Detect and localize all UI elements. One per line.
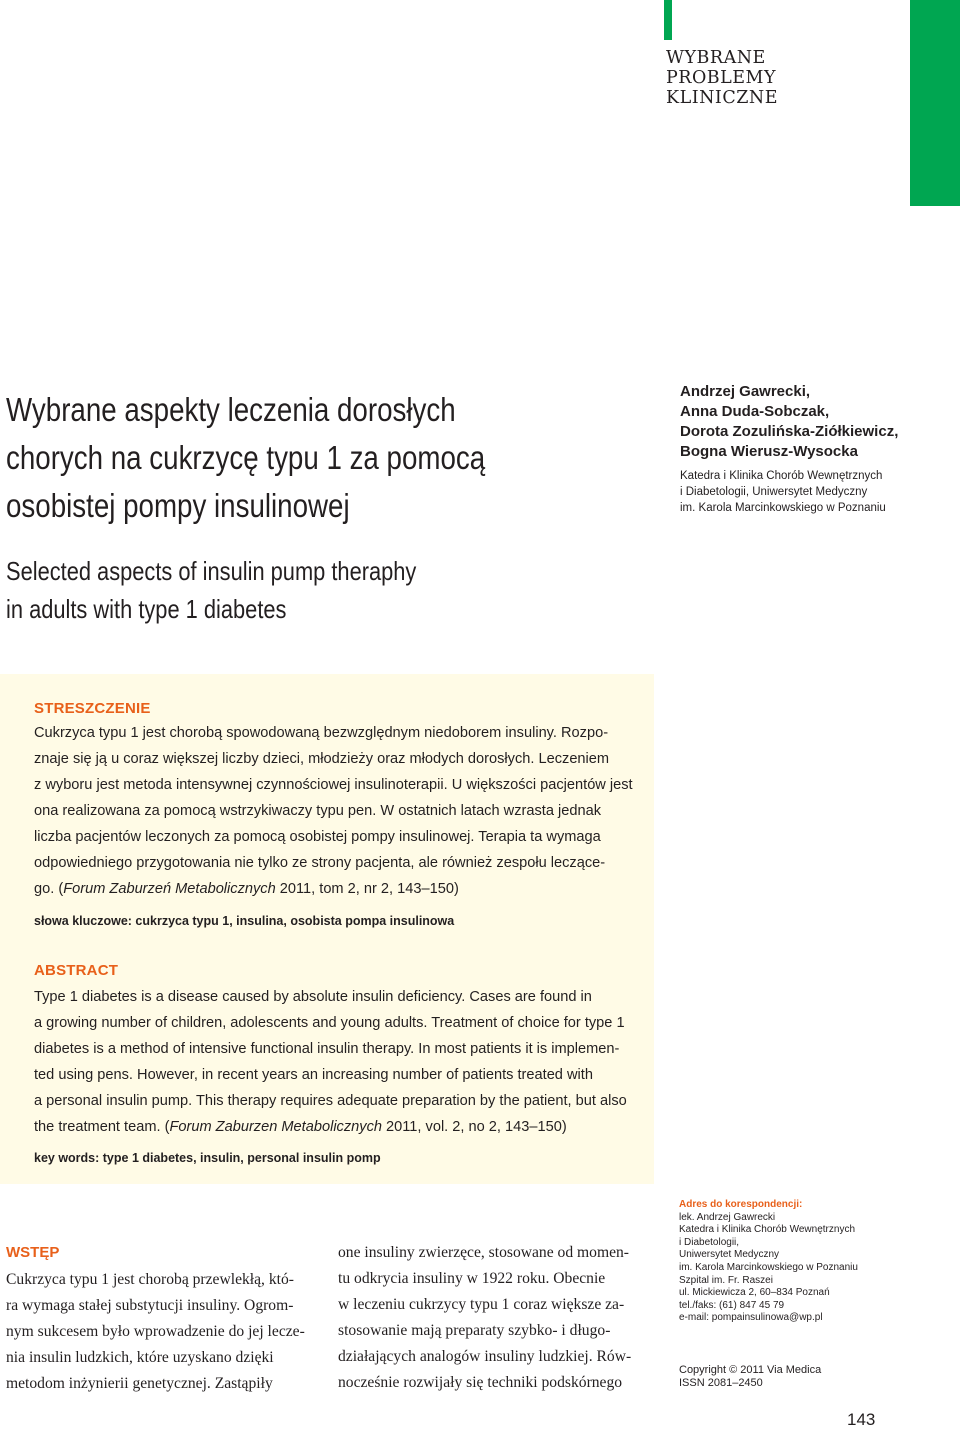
- affiliation-line: im. Karola Marcinkowskiego w Poznaniu: [680, 502, 886, 514]
- affiliation-line: Katedra i Klinika Chorób Wewnętrznych: [680, 470, 883, 482]
- text-line: Cukrzyca typu 1 jest chorobą przewlekłą, któ-: [6, 1271, 294, 1288]
- journal-name: Forum Zaburzeń Metabolicznych: [63, 881, 276, 897]
- streszczenie-heading: STRESZCZENIE: [34, 700, 151, 717]
- abstract-text: [34, 984, 634, 1140]
- affiliation: [680, 468, 960, 516]
- correspondence-line: tel./faks: (61) 847 45 79: [679, 1299, 785, 1311]
- text-line: ted using pens. However, in recent years an increasing number of patients treated with: [34, 1067, 593, 1083]
- abstract-keywords: key words: type 1 diabetes, insulin, personal insulin pomp: [34, 1151, 381, 1165]
- text-line: znaje się ją u coraz większej liczby dzieci, młodzieży oraz młodych dorosłych. Leczeniem: [34, 751, 610, 767]
- correspondence-line: Szpital im. Fr. Raszei: [679, 1274, 773, 1286]
- text-line: [34, 876, 634, 902]
- correspondence-line: im. Karola Marcinkowskiego w Poznaniu: [679, 1261, 858, 1273]
- text-line: tu odkrycia insuliny w 1922 roku. Obecnie: [338, 1270, 606, 1287]
- abstract-heading: ABSTRACT: [34, 962, 119, 979]
- correspondence-line: lek. Andrzej Gawrecki: [679, 1211, 776, 1223]
- journal-name: Forum Zaburzen Metabolicznych: [169, 1119, 382, 1135]
- text-line: Type 1 diabetes is a disease caused by absolute insulin deficiency. Cases are found in: [34, 989, 592, 1005]
- correspondence-heading: Adres do korespondencji:: [679, 1199, 803, 1210]
- correspondence-address: [679, 1199, 959, 1325]
- section-label: [666, 48, 778, 108]
- text-line: z wyboru jest metoda intensywnej czynnościowej insulinoterapii. U większości pacjentów jest: [34, 777, 633, 793]
- copyright-line: Copyright © 2011 Via Medica: [679, 1364, 822, 1376]
- text-line: działających analogów insuliny ludzkiej. Rów-: [338, 1348, 632, 1365]
- author-name: Bogna Wierusz-Wysocka: [680, 443, 858, 460]
- streszczenie-keywords: słowa kluczowe: cukrzyca typu 1, insulina, osobista pompa insulinowa: [34, 914, 455, 928]
- text-line: stosowanie mają preparaty szybko- i długo-: [338, 1322, 611, 1339]
- text-segment: go. (: [34, 881, 64, 897]
- title-line: osobistej pompy insulinowej: [6, 487, 350, 524]
- abstract-box: [0, 674, 654, 1184]
- issn-line: ISSN 2081–2450: [679, 1377, 763, 1389]
- copyright-notice: [679, 1364, 821, 1390]
- text-line: ra wymaga stałej substytucji insuliny. Ogrom-: [6, 1297, 294, 1314]
- correspondence-line: Uniwersytet Medyczny: [679, 1249, 780, 1261]
- body-column-1: [6, 1267, 320, 1397]
- author-name: Anna Duda-Sobczak,: [680, 403, 830, 420]
- affiliation-line: i Diabetologii, Uniwersytet Medyczny: [680, 486, 868, 498]
- text-line: nym sukcesem było wprowadzenie do jej lecze-: [6, 1323, 305, 1340]
- text-line: [34, 1114, 634, 1140]
- title-polish: [6, 386, 644, 530]
- section-label-line: KLINICZNE: [666, 88, 778, 108]
- body-column-2: [338, 1240, 656, 1396]
- wstep-heading: WSTĘP: [6, 1244, 60, 1261]
- accent-bar-thin: [664, 0, 672, 40]
- text-line: odpowiedniego przygotowania nie tylko ze strony pacjenta, ale również zespołu leczące-: [34, 855, 606, 871]
- title-line: Selected aspects of insulin pump theraphy: [6, 556, 417, 586]
- title-line: in adults with type 1 diabetes: [6, 594, 287, 624]
- text-line: metodom inżynierii genetycznej. Zastąpiły: [6, 1375, 273, 1392]
- text-line: diabetes is a method of intensive functional insulin therapy. In most patients it is implemen-: [34, 1041, 620, 1057]
- text-line: Cukrzyca typu 1 jest chorobą spowodowaną bezwzględnym niedoborem insuliny. Rozpo-: [34, 725, 609, 741]
- title-line: Wybrane aspekty leczenia dorosłych: [6, 391, 456, 428]
- section-header: [652, 0, 960, 206]
- text-line: nia insulin ludzkich, które uzyskano dzięki: [6, 1349, 274, 1366]
- text-line: a growing number of children, adolescents and young adults. Treatment of choice for type 1: [34, 1015, 625, 1031]
- text-segment: 2011, tom 2, nr 2, 143–150): [275, 881, 459, 897]
- section-label-line: PROBLEMY: [666, 68, 777, 88]
- text-line: ona realizowana za pomocą wstrzykiwaczy typu pen. W ostatnich latach wzrasta jednak: [34, 803, 601, 819]
- title-line: chorych na cukrzycę typu 1 za pomocą: [6, 439, 486, 476]
- author-list: [680, 382, 960, 462]
- author-name: Andrzej Gawrecki,: [680, 383, 811, 400]
- text-line: nocześnie rozwijały się techniki podskórnego: [338, 1374, 623, 1391]
- text-segment: the treatment team. (: [34, 1119, 170, 1135]
- correspondence-line: ul. Mickiewicza 2, 60–834 Poznań: [679, 1287, 830, 1299]
- streszczenie-text: [34, 720, 634, 902]
- text-line: liczba pacjentów leczonych za pomocą osobistej pompy insulinowej. Terapia ta wymaga: [34, 829, 601, 845]
- section-label-line: WYBRANE: [666, 48, 766, 68]
- accent-bar-thick: [910, 0, 960, 206]
- text-line: w leczeniu cukrzycy typu 1 coraz większe za-: [338, 1296, 625, 1313]
- correspondence-line: Katedra i Klinika Chorób Wewnętrznych: [679, 1224, 856, 1236]
- author-name: Dorota Zozulińska-Ziółkiewicz,: [680, 423, 899, 440]
- text-segment: 2011, vol. 2, no 2, 143–150): [381, 1119, 567, 1135]
- correspondence-email[interactable]: e-mail: pompainsulinowa@wp.pl: [679, 1312, 823, 1324]
- text-line: one insuliny zwierzęce, stosowane od momen-: [338, 1244, 629, 1261]
- page-number: 143: [847, 1410, 876, 1429]
- correspondence-line: i Diabetologii,: [679, 1236, 740, 1248]
- text-line: a personal insulin pump. This therapy requires adequate preparation by the patient, but also: [34, 1093, 627, 1109]
- title-english: [6, 552, 544, 628]
